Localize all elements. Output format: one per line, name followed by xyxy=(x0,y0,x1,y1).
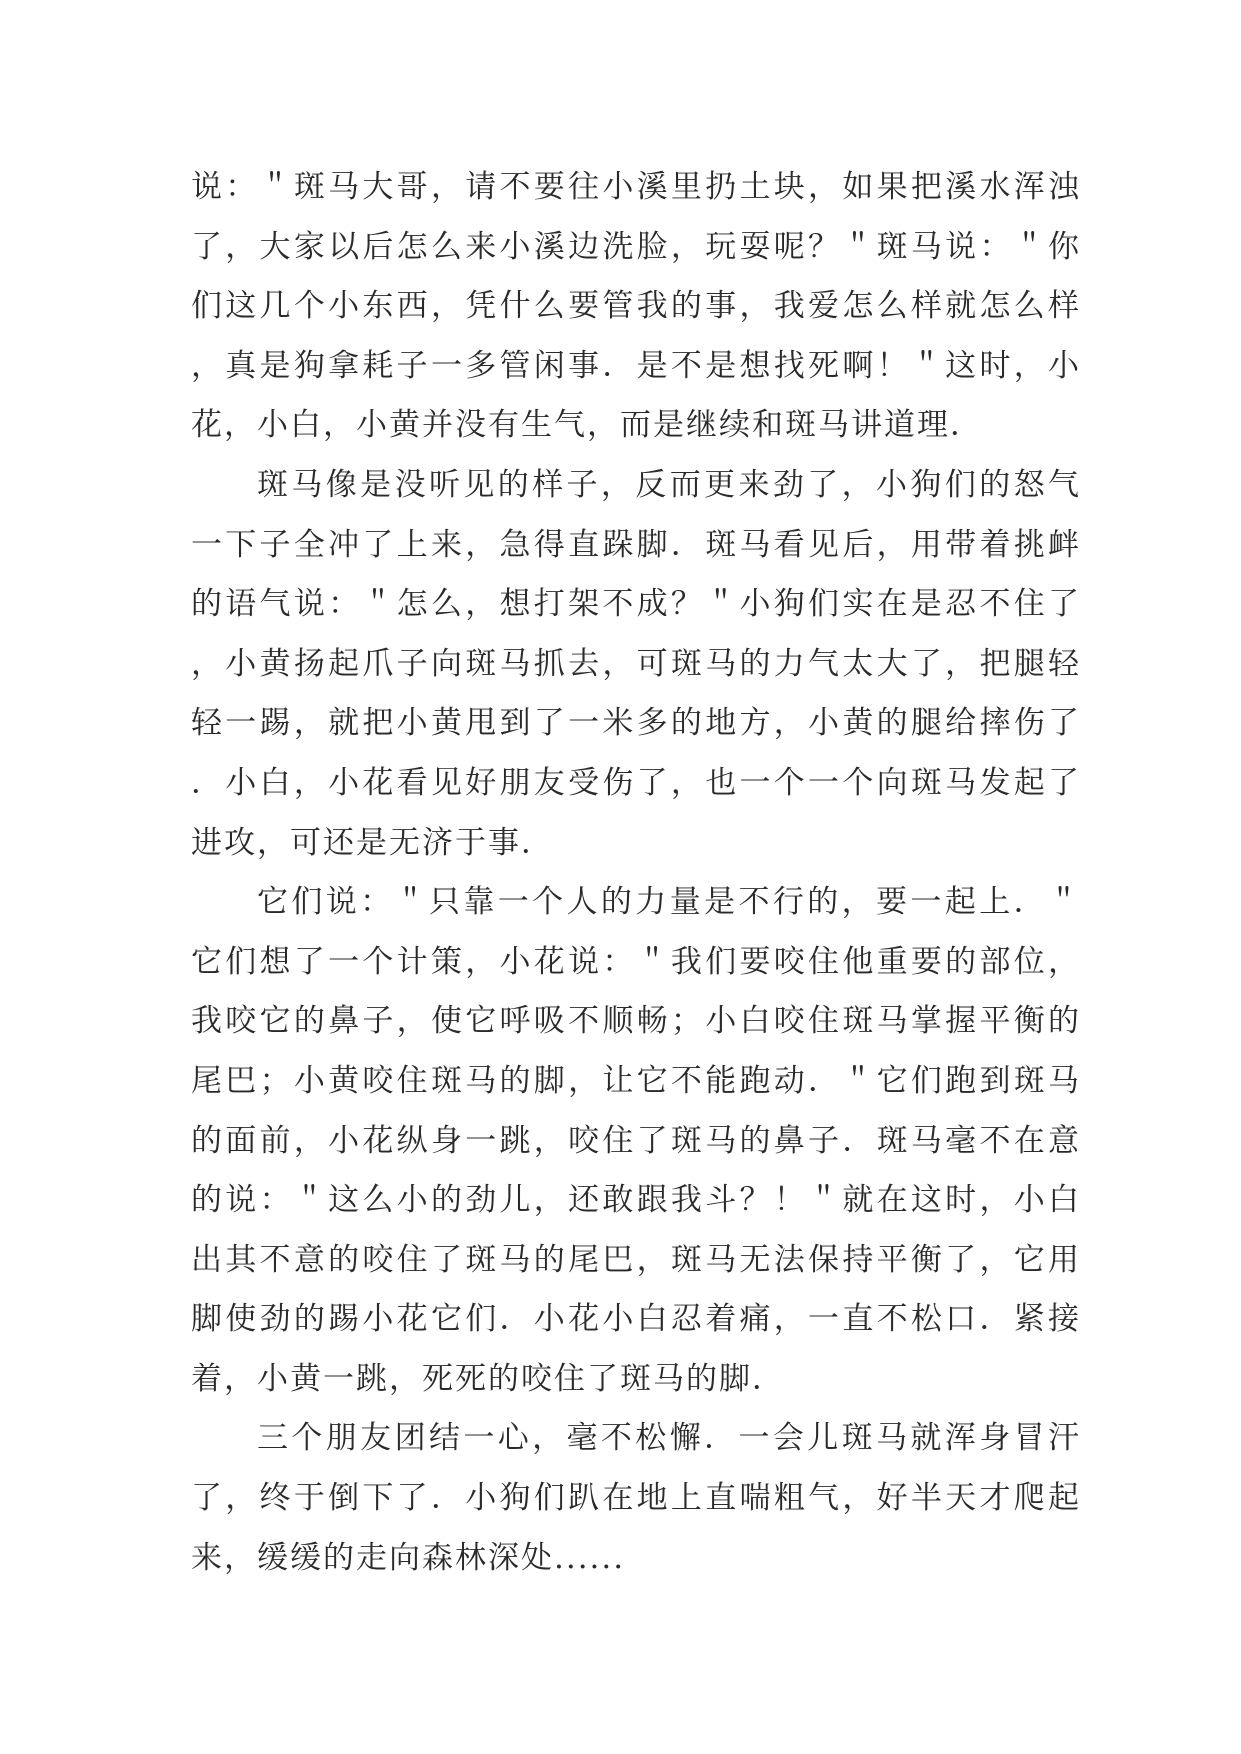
paragraph-4: 三个朋友团结一心，毫不松懈．一会儿斑马就浑身冒汗了，终于倒下了．小狗们趴在地上直喘粗气，好半天才爬起来，缓缓的走向森林深处...... xyxy=(191,1420,1081,1576)
document-page xyxy=(191,158,1081,1588)
paragraph-3: 它们说：＂只靠一个人的力量是不行的，要一起上．＂它们想了一个计策，小花说：＂我们要咬住他重要的部位，我咬它的鼻子，使它呼吸不顺畅；小白咬住斑马掌握平衡的尾巴；小黄咬住斑马的脚，让它不能跑动．＂它们跑到斑马的面前，小花纵身一跳，咬住了斑马的鼻子．斑马毫不在意的说：＂这么小的劲儿，还敢跟我斗？！＂就在这时，小白出其不意的咬住了斑马的尾巴，斑马无法保持平衡了，它用脚使劲的踢小花它们．小花小白忍着痛，一直不松口．紧接着，小黄一跳，死死的咬住了斑马的脚． xyxy=(191,884,1081,1397)
paragraph-1: 说：＂斑马大哥，请不要往小溪里扔土块，如果把溪水浑浊了，大家以后怎么来小溪边洗脸，玩耍呢？＂斑马说：＂你们这几个小东西，凭什么要管我的事，我爱怎么样就怎么样，真是狗拿耗子一多管闲事．是不是想找死啊！＂这时，小花，小白，小黄并没有生气，而是继续和斑马讲道理． xyxy=(191,169,1081,444)
paragraph-2: 斑马像是没听见的样子，反而更来劲了，小狗们的怒气一下子全冲了上来，急得直跺脚．斑马看见后，用带着挑衅的语气说：＂怎么，想打架不成？＂小狗们实在是忍不住了，小黄扬起爪子向斑马抓去，可斑马的力气太大了，把腿轻轻一踢，就把小黄甩到了一米多的地方，小黄的腿给摔伤了．小白，小花看见好朋友受伤了，也一个一个向斑马发起了进攻，可还是无济于事． xyxy=(191,466,1081,861)
